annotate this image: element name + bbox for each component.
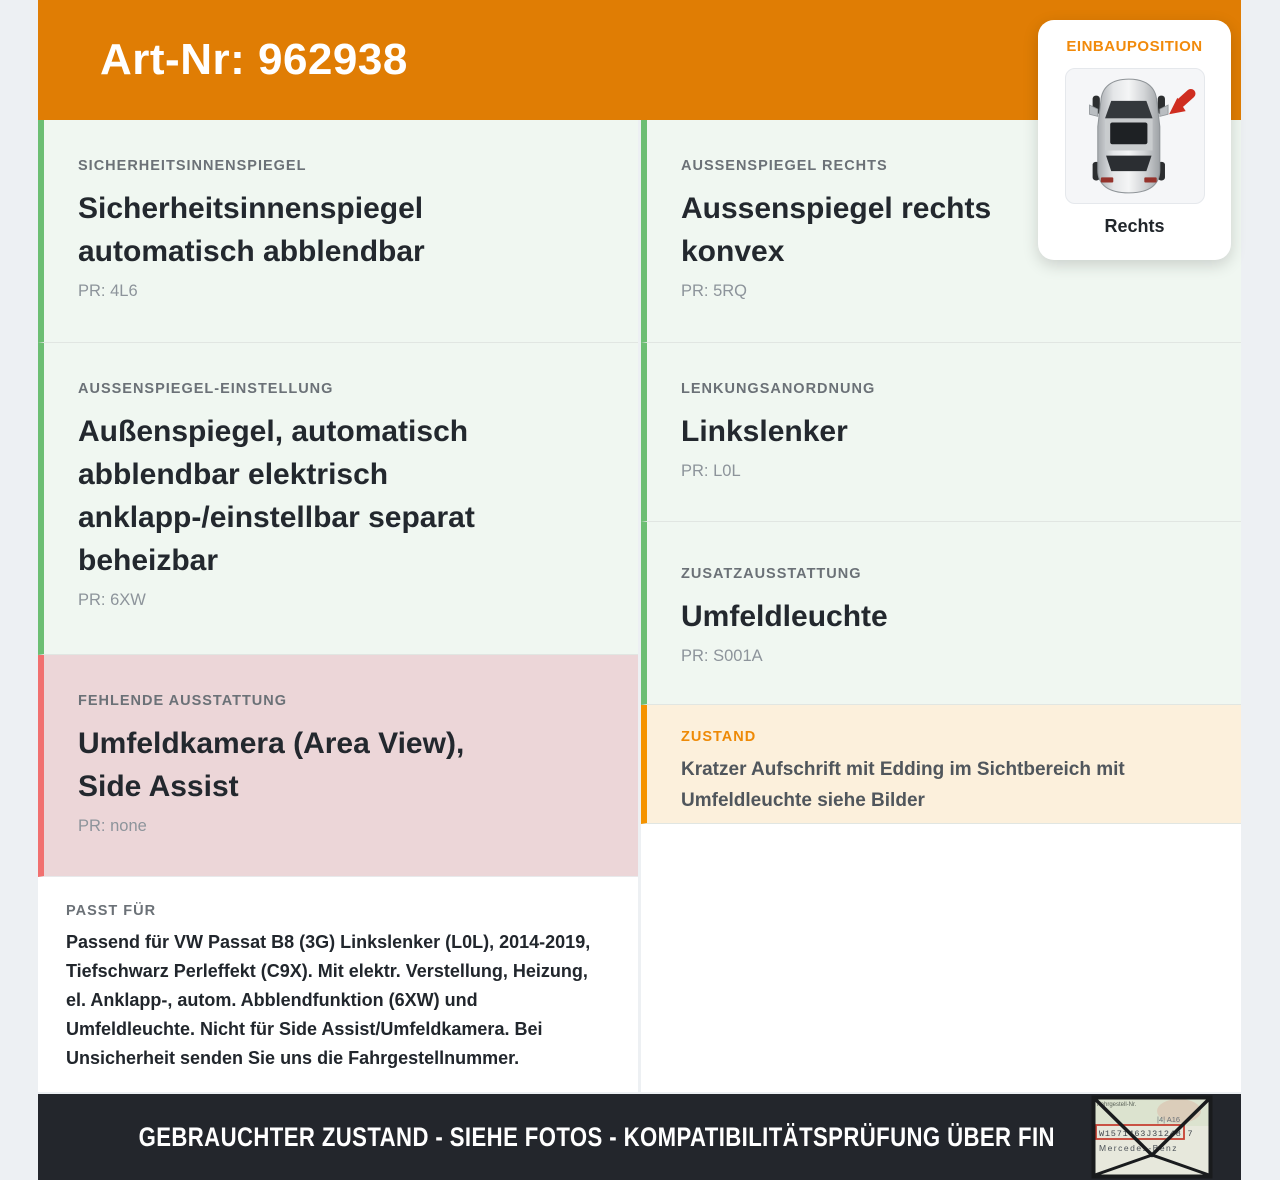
right-column <box>641 120 1241 1092</box>
pr-code: PR: none <box>78 817 147 835</box>
article-number: Art-Nr: 962938 <box>100 35 408 84</box>
card-title: Aussenspiegel rechts konvex <box>681 192 992 268</box>
fits-text: Passend für VW Passat B8 (3G) Linkslenker (L0L), 2014-2019, Tiefschwarz Perleffekt (C9X). Mit elektr. Verstellung, Heizung, el. Anklapp-, autom. Abblendfunktion (6XW) und Umfeldleuchte. Nicht für Side Assist/Umfeldkamera. Bei Unsicherheit senden Sie uns die Fahrgestellnummer. <box>66 932 591 1068</box>
left-column <box>38 120 638 1092</box>
pr-code: PR: 4L6 <box>78 282 138 300</box>
doc-brand: Mercedes-Benz <box>1099 1143 1179 1153</box>
card-title: Außenspiegel, automatisch abblendbar elektrisch anklapp-/einstellbar separat beheizbar <box>78 415 475 577</box>
footer-bar <box>38 1094 1241 1180</box>
card-title: Linkslenker <box>681 415 848 448</box>
right-column-spacer <box>641 824 1241 1092</box>
footer-text-wrap <box>38 1122 1091 1153</box>
condition-text: Kratzer Aufschrift mit Edding im Sichtbereich mit Umfeldleuchte siehe Bilder <box>681 759 1125 811</box>
einbauposition-label: EINBAUPOSITION <box>1066 38 1203 55</box>
card-label: PASST FÜR <box>66 903 157 919</box>
feature-card-lenkung <box>641 343 1241 522</box>
position-value: Rechts <box>1104 216 1165 236</box>
card-label: AUSSENSPIEGEL RECHTS <box>681 158 888 174</box>
card-label: ZUSTAND <box>681 729 757 745</box>
feature-card-zusatz <box>641 522 1241 705</box>
listing-container <box>38 0 1241 1180</box>
fin-number: W1571463J31248 7 <box>1099 1129 1194 1139</box>
feature-card-spiegel-einstellung <box>38 343 638 655</box>
feature-card-innenspiegel <box>38 120 638 343</box>
fits-card <box>38 877 638 1092</box>
card-title: Umfeldleuchte <box>681 600 888 633</box>
pr-code: PR: L0L <box>681 462 741 480</box>
einbauposition-card <box>1038 20 1231 260</box>
red-arrow-icon <box>1169 94 1191 115</box>
card-label: ZUSATZAUSSTATTUNG <box>681 566 862 582</box>
pr-code: PR: S001A <box>681 647 763 665</box>
footer-text: GEBRAUCHTER ZUSTAND - SIEHE FOTOS - KOMPATIBILITÄTSPRÜFUNG ÜBER FIN <box>138 1121 1055 1152</box>
car-top-view-icon <box>1072 75 1198 197</box>
fin-field-label: Fahrgestell-Nr. <box>1097 1102 1137 1108</box>
condition-card <box>641 705 1241 824</box>
card-label: SICHERHEITSINNENSPIEGEL <box>78 158 307 174</box>
main-content <box>38 120 1241 1092</box>
pr-code: PR: 6XW <box>78 591 146 609</box>
doc-line1: |4| A16 <box>1157 1115 1181 1124</box>
card-title: Umfeldkamera (Area View), Side Assist <box>78 727 465 803</box>
car-position-image <box>1065 68 1205 204</box>
card-label: AUSSENSPIEGEL-EINSTELLUNG <box>78 381 334 397</box>
pr-code: PR: 5RQ <box>681 282 748 300</box>
missing-equipment-card <box>38 655 638 877</box>
card-label: LENKUNGSANORDNUNG <box>681 381 876 397</box>
fin-document-image <box>1091 1095 1213 1179</box>
card-title: Sicherheitsinnenspiegel automatisch abblendbar <box>78 192 425 268</box>
card-label: FEHLENDE AUSSTATTUNG <box>78 693 288 709</box>
